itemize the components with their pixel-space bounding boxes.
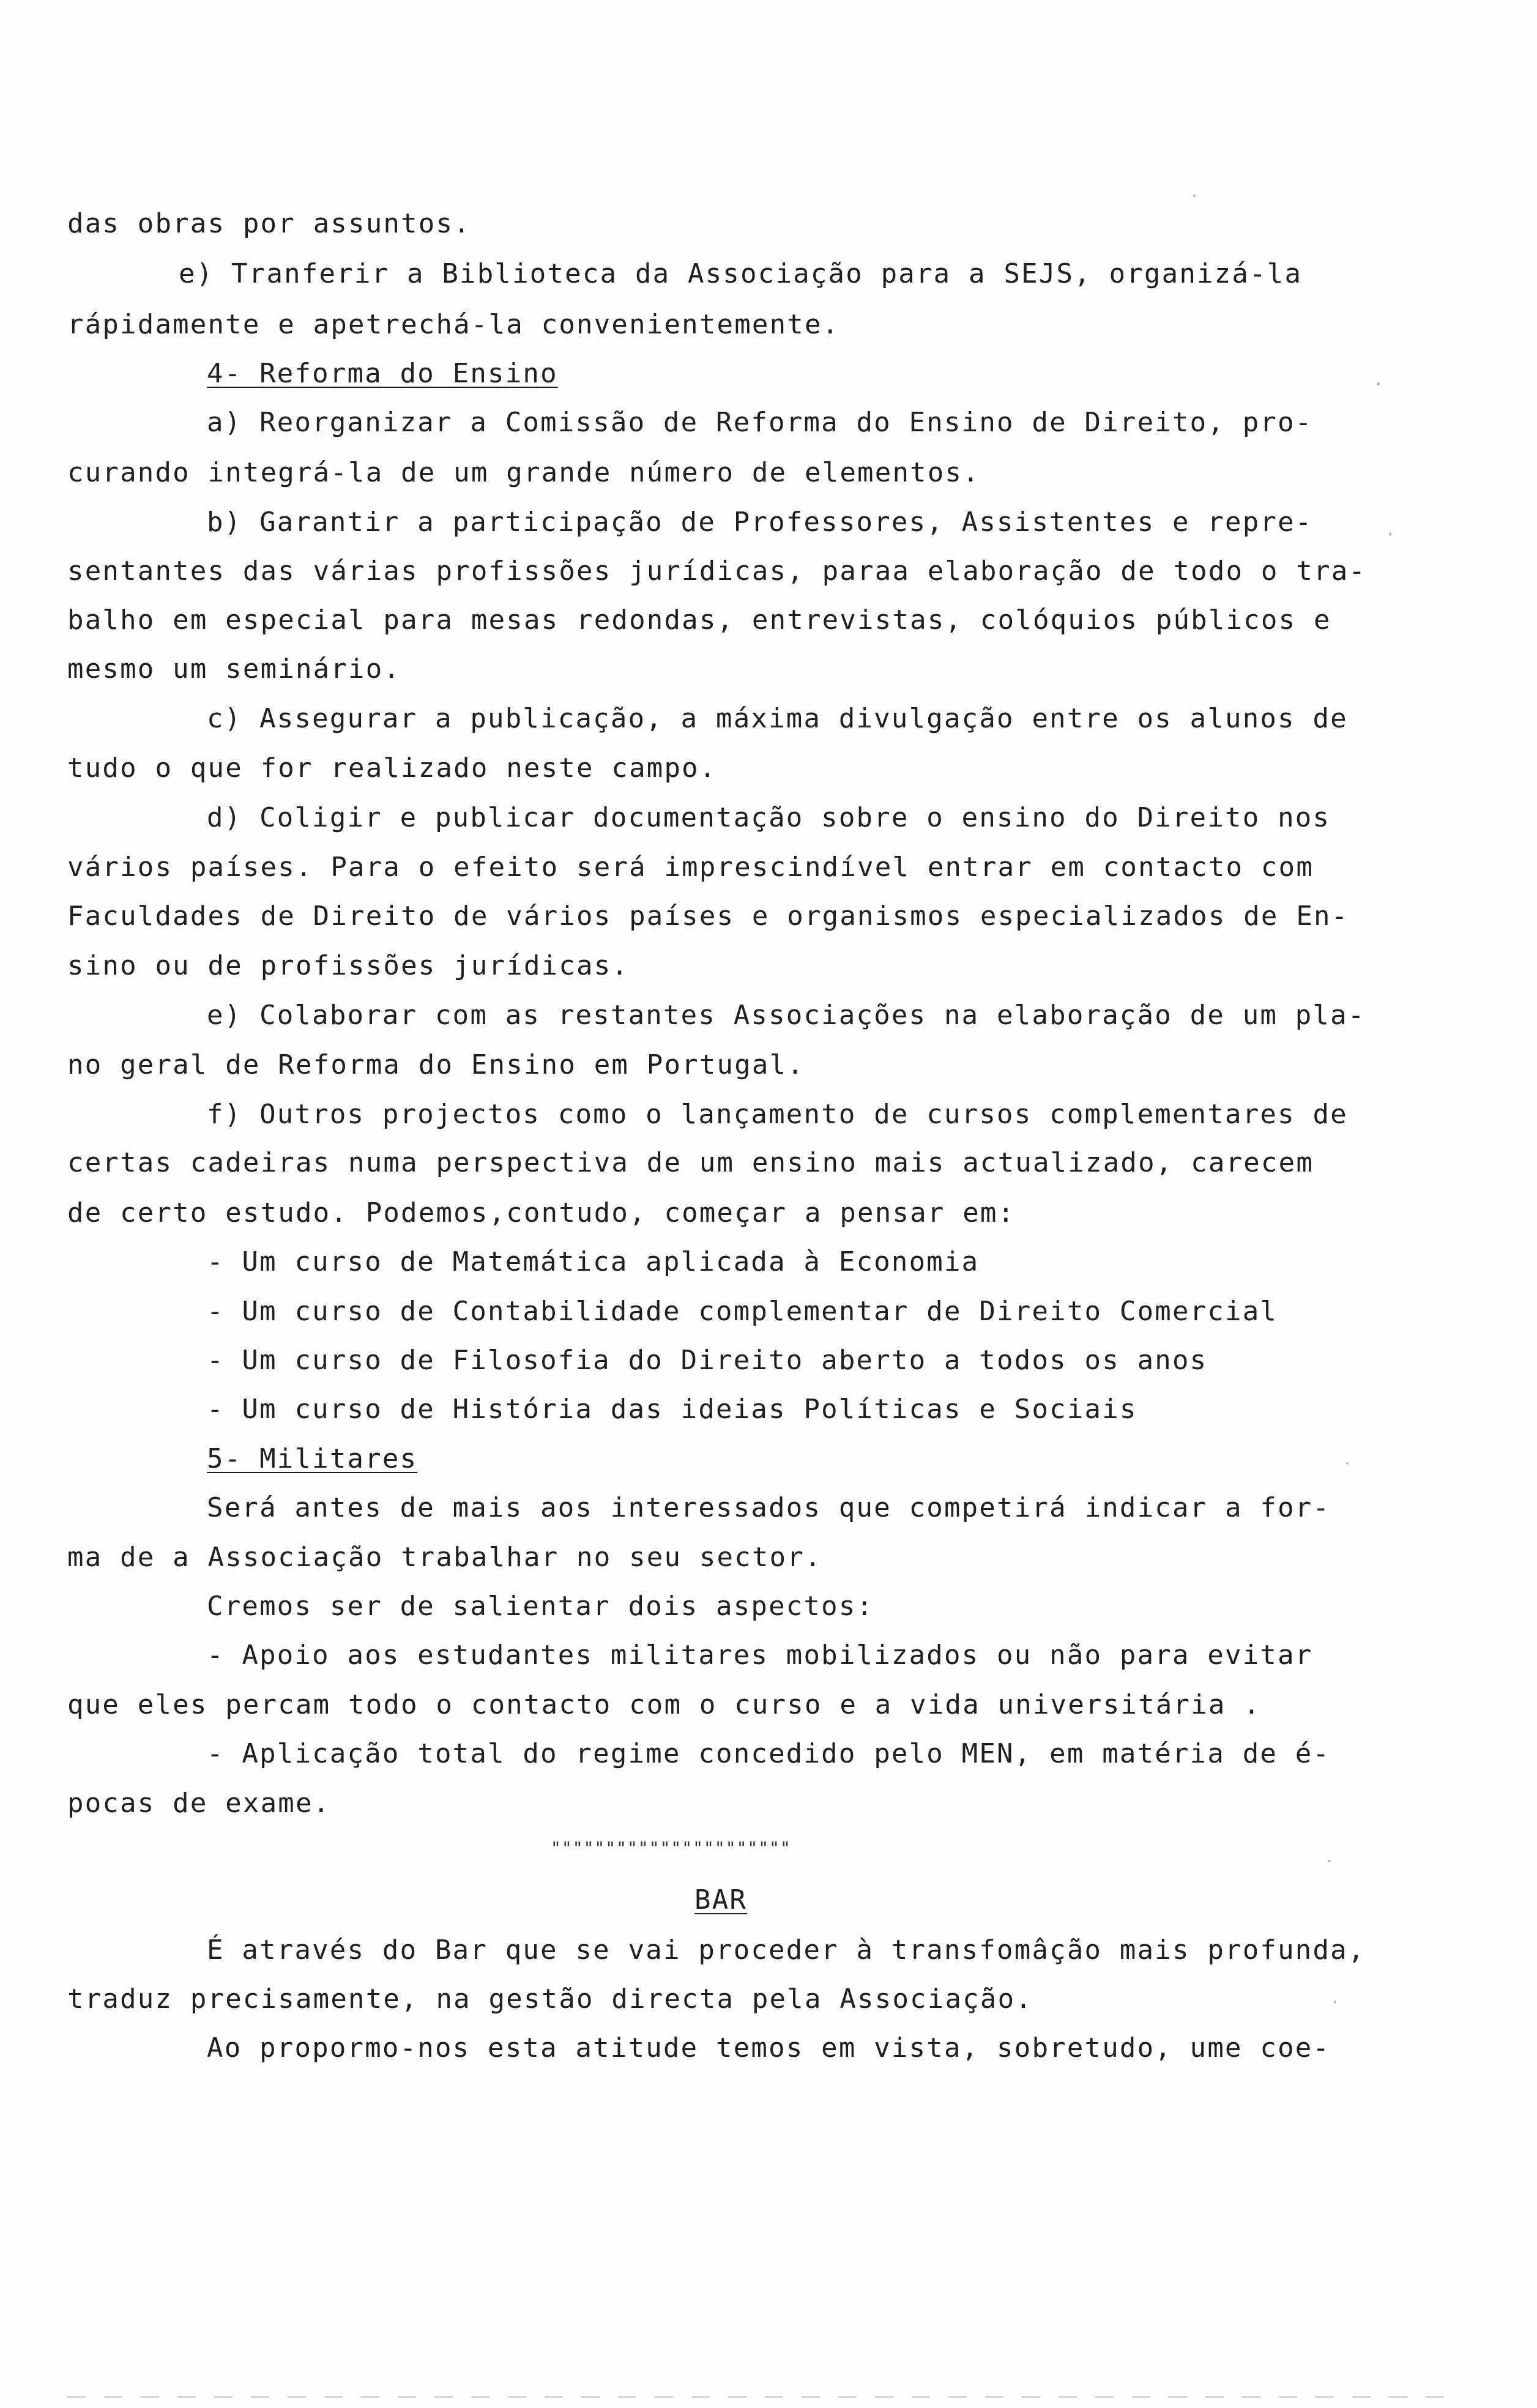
text-line: Ao propormo-nos esta atitude temos em vista, sobretudo, ume coe- <box>207 2032 1331 2064</box>
text-line: das obras por assuntos. <box>67 208 471 239</box>
text-line: mesmo um seminário. <box>67 653 401 685</box>
text-line: ma de a Associação trabalhar no seu sector. <box>67 1542 822 1573</box>
text-line: de certo estudo. Podemos,contudo, começar a pensar em: <box>67 1197 1016 1228</box>
scan-speck <box>1377 382 1380 385</box>
text-line: no geral de Reforma do Ensino em Portugal. <box>67 1049 805 1080</box>
text-line: Será antes de mais aos interessados que competirá indicar a for- <box>207 1492 1331 1523</box>
page-edge-artifact <box>67 2396 1462 2398</box>
scan-speck <box>1193 195 1196 197</box>
scan-speck <box>1328 1860 1331 1862</box>
text-line: e) Tranferir a Biblioteca da Associação para a SEJS, organizá-la <box>179 258 1303 289</box>
text-line: curando integrá-la de um grande número de elementos. <box>67 457 980 488</box>
list-item: - Um curso de História das ideias Políticas e Sociais <box>207 1394 1137 1425</box>
list-item: - Um curso de Contabilidade complementar de Direito Comercial <box>207 1296 1278 1327</box>
text-line: tudo o que for realizado neste campo. <box>67 752 717 784</box>
text-line: c) Assegurar a publicação, a máxima divulgação entre os alunos de <box>207 703 1348 734</box>
text-line: d) Coligir e publicar documentação sobre o ensino do Direito nos <box>207 802 1331 833</box>
text-line: traduz precisamente, na gestão directa pela Associação. <box>67 1983 1033 2015</box>
text-line: Cremos ser de salientar dois aspectos: <box>207 1591 874 1622</box>
scan-speck <box>1334 2001 1336 2004</box>
section-heading-bar: BAR <box>694 1884 748 1916</box>
scan-speck <box>1389 532 1391 536</box>
section-heading-militares: 5- Militares <box>207 1443 418 1474</box>
list-item: - Um curso de Matemática aplicada à Economia <box>207 1246 980 1277</box>
text-line: sino ou de profissões jurídicas. <box>67 950 630 981</box>
text-line: rápidamente e apetrechá-la convenientemente. <box>67 309 840 340</box>
text-line: vários países. Para o efeito será imprescindível entrar em contacto com <box>67 852 1314 883</box>
text-line: b) Garantir a participação de Professores, Assistentes e repre- <box>207 507 1313 538</box>
text-line: pocas de exame. <box>67 1788 331 1819</box>
text-line: Faculdades de Direito de vários países e organismos especializados de En- <box>67 901 1349 932</box>
text-line: É através do Bar que se vai proceder à transfomâção mais profunda, <box>207 1934 1366 1966</box>
text-line: a) Reorganizar a Comissão de Reforma do Ensino de Direito, pro- <box>207 407 1313 438</box>
text-line: sentantes das várias profissões jurídicas, paraa elaboração de todo o tra- <box>67 556 1367 587</box>
text-line: e) Colaborar com as restantes Associações na elaboração de um pla- <box>207 1000 1366 1031</box>
separator-marks: """""""""""""""""""""" <box>551 1838 791 1858</box>
list-item: - Apoio aos estudantes militares mobilizados ou não para evitar <box>207 1640 1313 1671</box>
text-line: balho em especial para mesas redondas, entrevistas, colóquios públicos e <box>67 604 1331 636</box>
text-line: certas cadeiras numa perspectiva de um ensino mais actualizado, carecem <box>67 1147 1314 1178</box>
text-line: que eles percam todo o contacto com o curso e a vida universitária . <box>67 1689 1261 1720</box>
section-heading-reforma: 4- Reforma do Ensino <box>207 358 558 389</box>
list-item: - Aplicação total do regime concedido pelo MEN, em matéria de é- <box>207 1738 1331 1769</box>
list-item: - Um curso de Filosofia do Direito aberto a todos os anos <box>207 1345 1208 1376</box>
text-line: f) Outros projectos como o lançamento de cursos complementares de <box>207 1099 1348 1130</box>
scan-speck <box>1346 1462 1349 1465</box>
